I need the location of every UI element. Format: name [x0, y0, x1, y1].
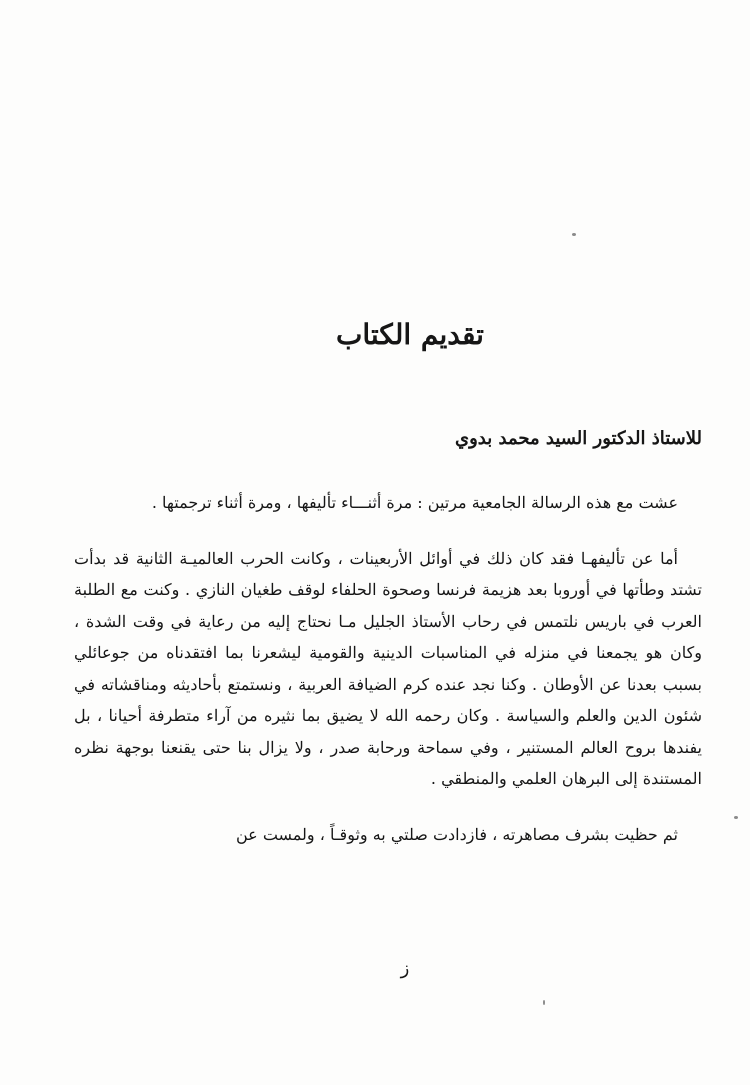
page-number: ز — [400, 958, 410, 979]
paragraph: أما عن تأليفهـا فقد كان ذلك في أوائل الأربعينات ، وكانت الحرب العالميـة الثانية قد بدأت تشتد وطأتها في أوروبا بعد هزيمة فرنسا وصحوة الحلفاء لوقف طغيان النازي . وكنت مع الطلبة العرب في باريس نلتمس في رحاب الأستاذ الجليل مـا نحتاج إليه من رعاية في وقت الشدة ، وكان هو يجمعنا في منزله في المناسبات الدينية والقومية ليشعرنا بما افتقدناه من جوعائلي بسبب بعدنا عن الأوطان . وكنا نجد عنده كرم الضيافة العربية ، ونستمتع بأحاديثه ومناقشاته في شئون الدين والعلم والسياسة . وكان رحمه الله لا يضيق بما نثيره من آراء متطرفة أحيانا ، بل يفندها بروح العالم المستنير ، وفي سماحة ورحابة صدر ، ولا يزال بنا حتى يقنعنا بوجهة نظره المستندة إلى البرهان العلمي والمنطقي . — [74, 548, 703, 788]
scan-speck — [572, 233, 576, 236]
scan-speck — [734, 816, 738, 819]
page-title: تقديم الكتاب — [336, 318, 484, 351]
author-line: للاستاذ الدكتور السيد محمد بدوي — [454, 428, 702, 449]
paragraph: عشت مع هذه الرسالة الجامعية مرتين : مرة أثنـــاء تأليفها ، ومرة أثناء ترجمتها . — [151, 493, 678, 512]
scan-speck — [543, 1000, 545, 1005]
paragraph: ثم حظيت بشرف مصاهرته ، فازدادت صلتي به وثوقـاً ، ولمست عن — [236, 824, 678, 844]
body-text — [74, 487, 702, 874]
